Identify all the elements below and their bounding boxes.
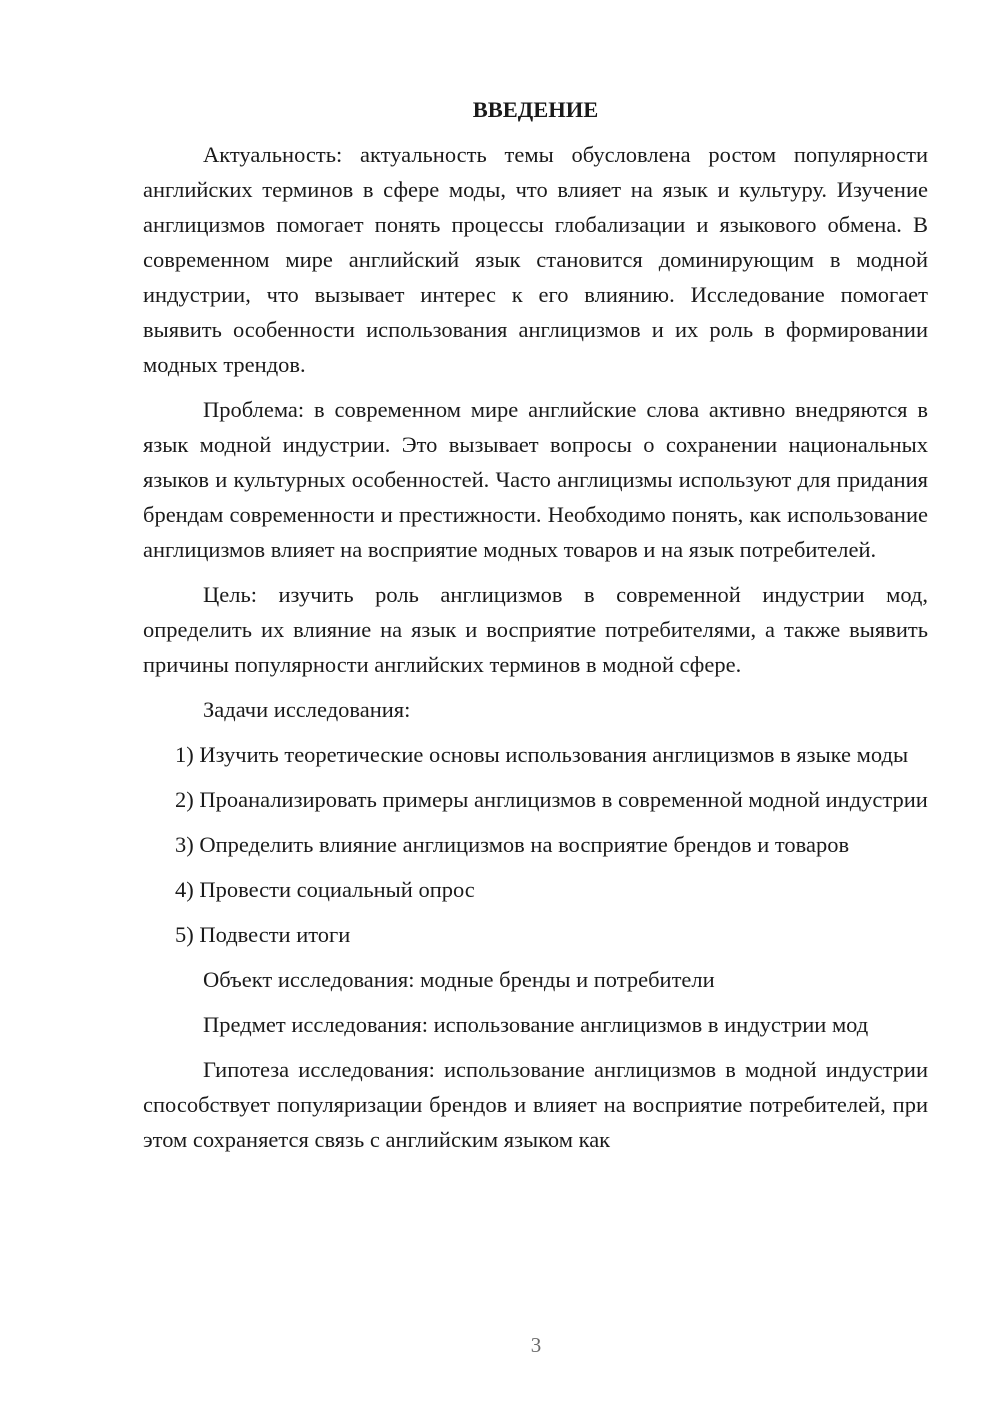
page-content — [143, 92, 928, 1167]
goal-paragraph: Цель: изучить роль англицизмов в современной индустрии мод, определить их влияние на язык и восприятие потребителями, а также выявить причины популярности английских терминов в модной сфере. — [143, 582, 928, 677]
task-item-4: 4) Провести социальный опрос — [175, 877, 475, 902]
relevance-paragraph: Актуальность: актуальность темы обусловлена ростом популярности английских терминов в сфере моды, что влияет на язык и культуру. Изучение англицизмов помогает понять процессы глобализации и языкового обмена. В современном мире английский язык становится доминирующим в модной индустрии, что вызывает интерес к его влиянию. Исследование помогает выявить особенности использования англицизмов и их роль в формировании модных трендов. — [143, 142, 928, 377]
task-item-5: 5) Подвести итоги — [175, 922, 351, 947]
section-title: ВВЕДЕНИЕ — [472, 97, 599, 122]
tasks-heading: Задачи исследования: — [203, 697, 411, 722]
object-paragraph: Объект исследования: модные бренды и потребители — [203, 967, 715, 992]
subject-paragraph: Предмет исследования: использование англицизмов в индустрии мод — [203, 1012, 869, 1037]
page-number: 3 — [530, 1333, 542, 1357]
task-item-2: 2) Проанализировать примеры англицизмов в современной модной индустрии — [175, 787, 928, 812]
problem-paragraph: Проблема: в современном мире английские слова активно внедряются в язык модной индустрии. Это вызывает вопросы о сохранении национальных языков и культурных особенностей. Часто англицизмы используют для придания брендам современности и престижности. Необходимо понять, как использование англицизмов влияет на восприятие модных товаров и на язык потребителей. — [143, 397, 928, 562]
task-item-1: 1) Изучить теоретические основы использования англицизмов в языке моды — [175, 742, 909, 767]
task-item-3: 3) Определить влияние англицизмов на восприятие брендов и товаров — [175, 832, 850, 857]
hypothesis-paragraph: Гипотеза исследования: использование англицизмов в модной индустрии способствует популяризации брендов и влияет на восприятие потребителей, при этом сохраняется связь с английским языком как — [143, 1057, 928, 1152]
